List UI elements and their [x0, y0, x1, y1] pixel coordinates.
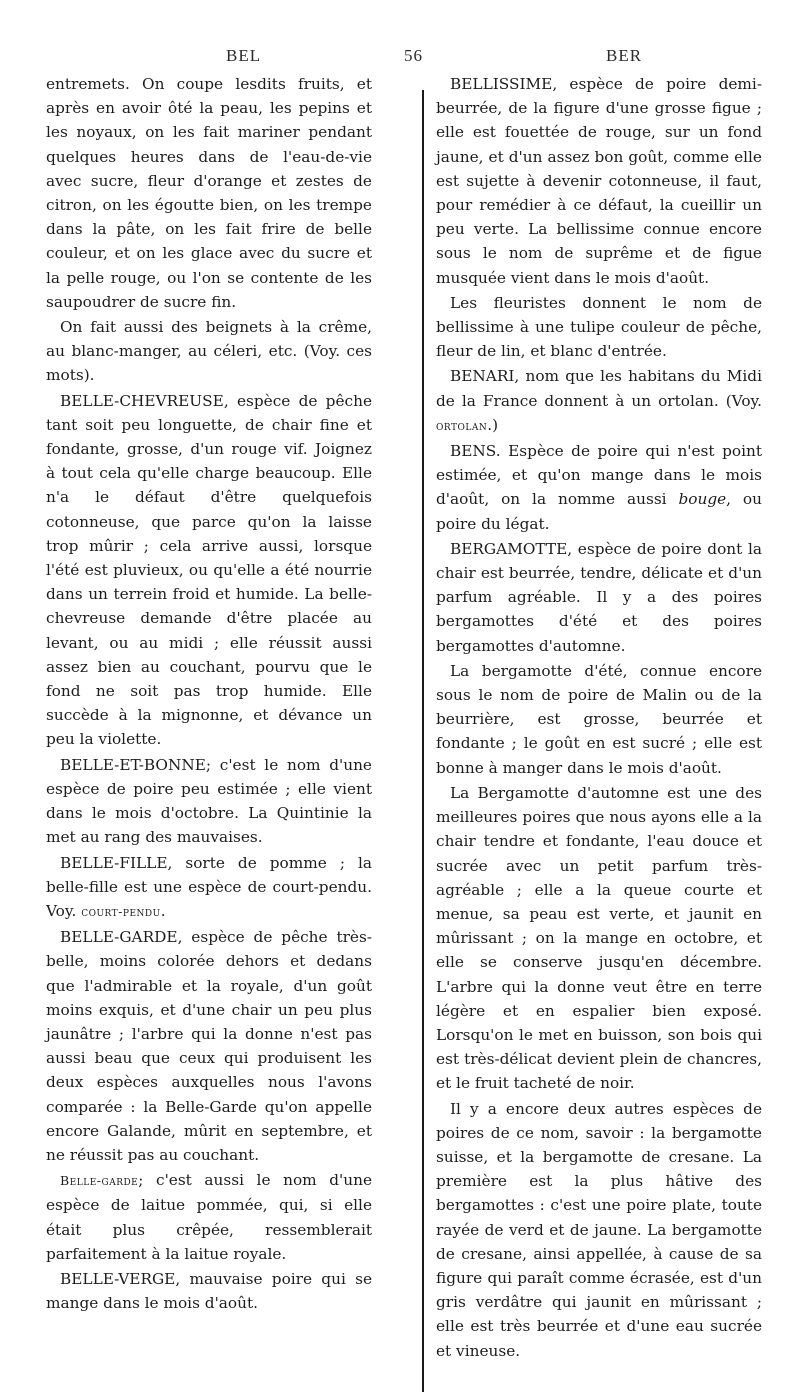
paragraph-text: , espèce de poire demi-beurrée, de la figure d'une grosse figue ; elle est fouettée de rouge, sur un fond jaune, et d'un assez bon goût, comme elle est sujette à devenir cotonneuse, il faut, pour remédier à ce défaut, la cueillir un peu verte. La bellissime connue encore sous le nom de suprême et de figue musquée vient dans le mois d'août. [436, 75, 762, 287]
paragraph-text: . [160, 901, 166, 920]
paragraph [436, 364, 762, 438]
paragraph-text: , mauvaise poire qui se mange dans le mois d'août. [46, 1269, 372, 1313]
paragraph-text: , espèce de poire dont la chair est beurrée, tendre, délicate et d'un parfum agréable. Il y a des poires bergamottes d'été et des poires bergamottes d'automne. [436, 539, 762, 655]
page-number: 56 [404, 46, 423, 65]
entry-term: BELLE-ET-BONNE [60, 755, 206, 774]
paragraph-text: La Bergamotte d'automne est une des meilleures poires que nous ayons elle a la chair tendre et fondante, l'eau douce et sucrée avec un petit parfum très-agréable ; elle a la queue courte et menue, sa peau est verte, et jaunit en mûrissant ; on la mange en octobre, et elle se conserve jusqu'en décembre. L'arbre qui la donne veut être en terre légère et en espalier bien exposé. Lorsqu'on le met en buisson, son bois qui est très-délicat devient plein de chancres, et le fruit tacheté de noir. [436, 783, 762, 1093]
paragraph [46, 753, 372, 850]
paragraph-text: ; c'est aussi le nom d'une espèce de laitue pommée, qui, si elle était plus crêpée, ressemblerait parfaitement à la laitue royale. [46, 1171, 372, 1263]
paragraph [46, 315, 372, 388]
paragraph-text: , sorte de pomme ; la belle-fille est une espèce de court-pendu. Voy. [46, 853, 372, 920]
paragraph-text: , espèce de pêche tant soit peu longuette, de chair fine et fondante, grosse, d'un rouge vif. Joignez à tout cela qu'elle charge beaucoup. Elle n'a le défaut d'être quelquefois cotonneuse, que parce qu'on la laisse trop mûrir ; cela arrive aussi, lorsque l'été est pluvieux, ou qu'elle a été nourrie dans un terrein froid et humide. La belle-chevreuse demande d'être placée au levant, ou au midi ; elle réussit aussi assez bien au couchant, pourvu que le fond ne soit pas trop humide. Elle succède à la mignonne, et dévance un peu la violette. [46, 391, 372, 749]
entry-term: BELLE-FILLE [60, 853, 168, 872]
paragraph [436, 1097, 762, 1363]
paragraph [46, 72, 372, 314]
running-head-right: BER [606, 46, 643, 65]
column-divider [422, 90, 424, 1392]
italic-term: bouge [678, 490, 727, 509]
cross-reference: ortolan [436, 417, 488, 433]
paragraph [436, 291, 762, 364]
paragraph [46, 1267, 372, 1315]
entry-term: BERGAMOTTE [450, 539, 568, 558]
entry-term: BENARI [450, 367, 515, 386]
entry-term: BELLISSIME [450, 75, 553, 93]
paragraph [46, 389, 372, 752]
paragraph [436, 537, 762, 658]
entry-term: BELLE-VERGE [60, 1269, 176, 1288]
entry-term: BELLE-CHEVREUSE [60, 391, 224, 410]
paragraph-text: , nom que les habitans du Midi de la France donnent à un ortolan. (Voy. [436, 367, 762, 410]
left-column [46, 72, 372, 1316]
paragraph-text: Les fleuristes donnent le nom de bellissime à une tulipe couleur de pêche, fleur de lin, et blanc d'entrée. [436, 293, 762, 361]
paragraph [436, 439, 762, 536]
paragraph-text: , ou poire du légat. [436, 490, 762, 533]
paragraph-text: ; c'est le nom d'une espèce de poire peu estimée ; elle vient dans le mois d'octobre. La Quintinie la met au rang des mauvaises. [46, 755, 372, 847]
running-head-left: BEL [226, 46, 262, 65]
paragraph-text: Il y a encore deux autres espèces de poires de ce nom, savoir : la bergamotte suisse, et la bergamotte de cresane. La première est la plus hâtive des bergamottes : c'est une poire plate, toute rayée de verd et de jaune. La bergamotte de cresane, ainsi appellée, à cause de sa figure qui paraît comme écrasée, est d'un gris verdâtre qui jaunit en mûrissant ; elle est très beurrée et d'une eau sucrée et vineuse. [436, 1099, 762, 1360]
paragraph-text: entremets. On coupe lesdits fruits, et après en avoir ôté la peau, les pepins et les noyaux, on les fait mariner pendant quelques heures dans de l'eau-de-vie avec sucre, fleur d'orange et zestes de citron, on les égoutte bien, on les trempe dans la pâte, on les fait frire de belle couleur, et on les glace avec du sucre et la pelle rouge, ou l'on se contente de les saupoudrer de sucre fin. [46, 75, 372, 311]
paragraph-text: La bergamotte d'été, connue encore sous le nom de poire de Malin ou de la beurrière, est grosse, beurrée et fondante ; le goût en est sucré ; elle est bonne à manger dans le mois d'août. [436, 661, 762, 777]
paragraph [46, 1168, 372, 1266]
page-header [0, 0, 800, 80]
cross-reference: court-pendu [81, 903, 161, 919]
paragraph [436, 781, 762, 1096]
paragraph-text: , espèce de pêche très-belle, moins colorée dehors et dedans que l'admirable et la royale, d'un goût moins exquis, et d'une chair un peu plus jaunâtre ; l'arbre qui la donne n'est pas aussi beau que ceux qui produisent les deux espèces auxquelles nous l'avons comparée : la Belle-Garde qu'on appelle encore Galande, mûrit en septembre, et ne réussit pas au couchant. [46, 928, 372, 1164]
entry-term: BENS [450, 442, 496, 461]
entry-term: Belle-garde [60, 1173, 139, 1189]
right-column [436, 72, 762, 1364]
paragraph [436, 659, 762, 780]
paragraph-text: . Espèce de poire qui n'est point estimée, et qu'on mange dans le mois d'août, on la nomme aussi [436, 442, 762, 509]
paragraph [436, 72, 762, 290]
entry-term: BELLE-GARDE [60, 928, 178, 947]
paragraph [46, 925, 372, 1167]
paragraph [46, 851, 372, 925]
paragraph-text: On fait aussi des beignets à la crême, au blanc-manger, au céleri, etc. (Voy. ces mots). [46, 318, 372, 385]
paragraph-text: .) [487, 415, 499, 434]
